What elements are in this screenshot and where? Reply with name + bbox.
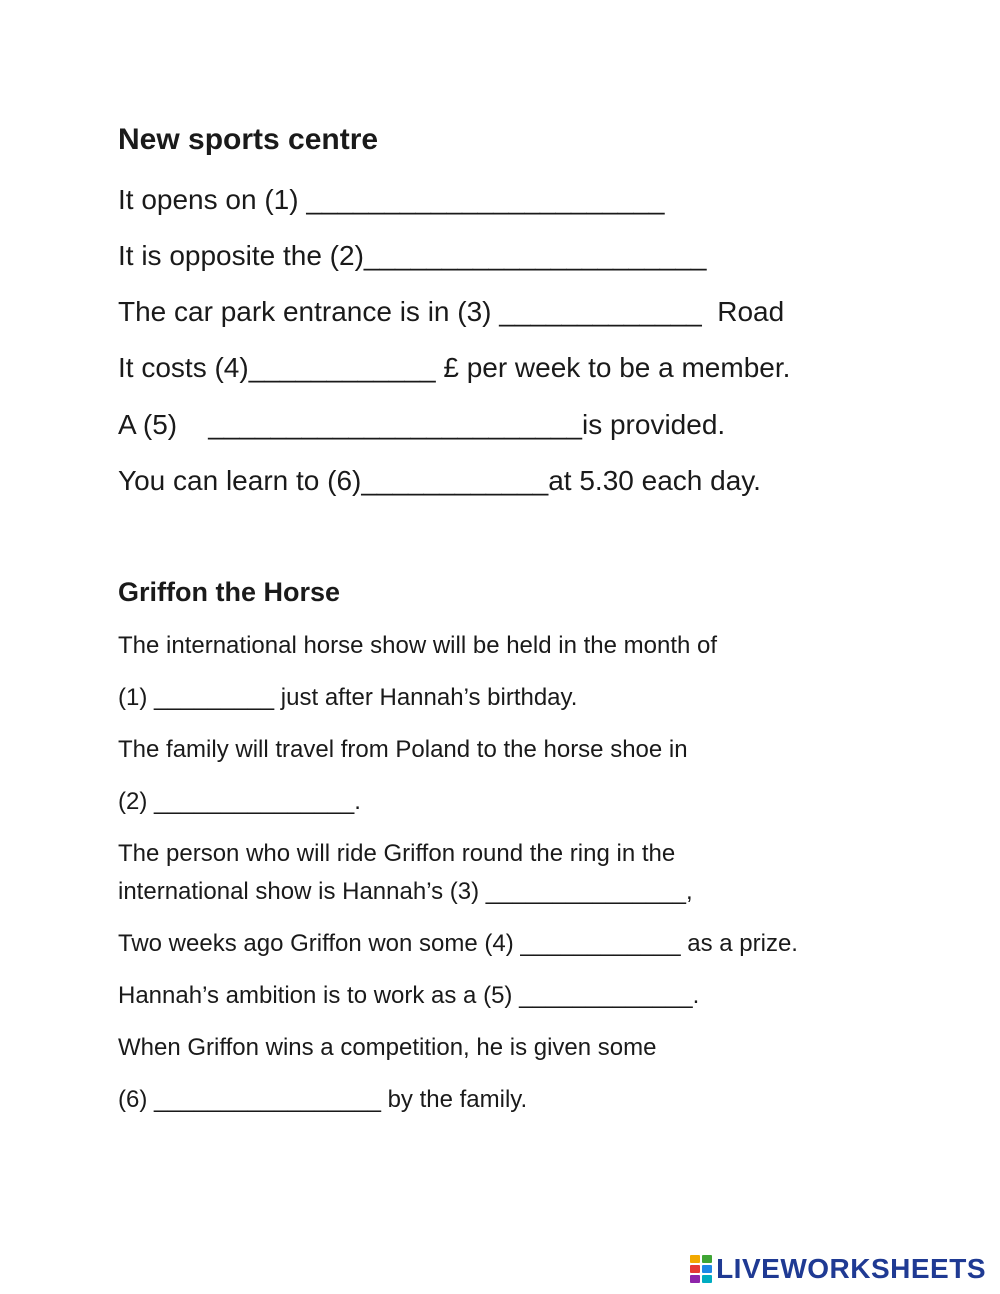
question-line: A (5) ________________________is provided. <box>118 409 726 440</box>
logo-block <box>702 1275 712 1283</box>
question-line: It is opposite the (2)______________________ <box>118 240 707 271</box>
question-line: (1) _________ just after Hannah’s birthday. <box>118 684 578 711</box>
question-line: It opens on (1) _______________________ <box>118 184 665 215</box>
question-line: The international horse show will be held in the month of <box>118 632 718 659</box>
logo-mark-icon <box>690 1255 712 1283</box>
logo-block <box>690 1255 700 1263</box>
logo-text: LIVEWORKSHEETS <box>716 1253 986 1284</box>
question-line: The car park entrance is in (3) _____________ Road <box>118 296 785 327</box>
question-line: When Griffon wins a competition, he is given some <box>118 1034 657 1061</box>
question-line: (2) _______________. <box>118 788 361 815</box>
liveworksheets-logo <box>690 1253 986 1285</box>
logo-block <box>690 1265 700 1273</box>
logo-block <box>702 1265 712 1273</box>
question-line: It costs (4)____________ £ per week to be a member. <box>118 352 791 383</box>
question-line: You can learn to (6)____________at 5.30 each day. <box>118 465 761 496</box>
question-line: international show is Hannah’s (3) _______________, <box>118 878 693 905</box>
question-line: The person who will ride Griffon round the ring in the <box>118 840 676 867</box>
logo-block <box>702 1255 712 1263</box>
section-title-griffon: Griffon the Horse <box>118 577 341 607</box>
question-line: The family will travel from Poland to the horse shoe in <box>118 736 688 763</box>
question-line: Two weeks ago Griffon won some (4) ____________ as a prize. <box>118 930 798 957</box>
logo-block <box>690 1275 700 1283</box>
section-title-sports-centre: New sports centre <box>118 123 379 156</box>
question-line: (6) _________________ by the family. <box>118 1086 528 1113</box>
question-line: Hannah’s ambition is to work as a (5) _____________. <box>118 982 700 1009</box>
